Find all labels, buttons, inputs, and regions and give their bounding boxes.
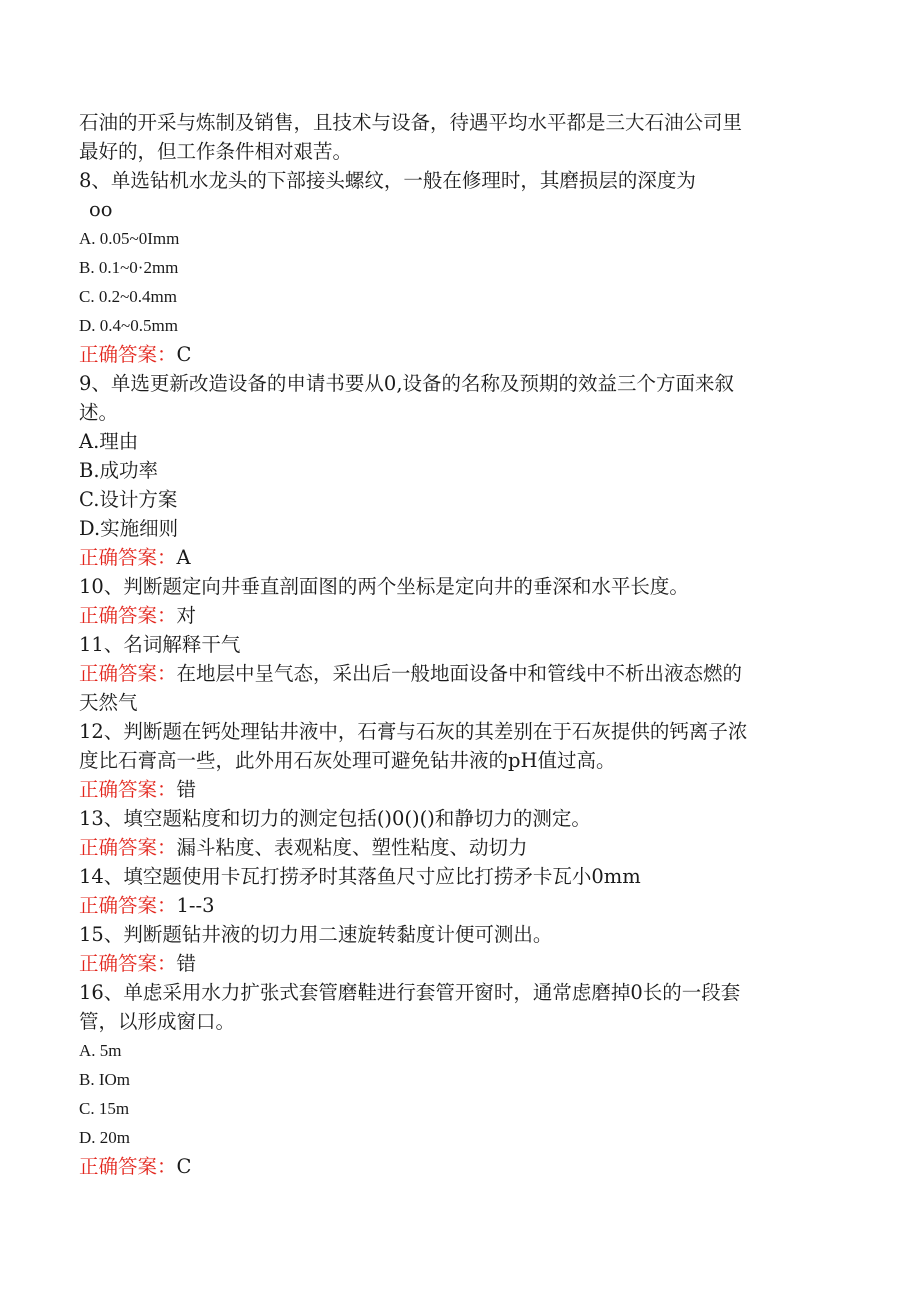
q7-tail-line-1: 石油的开采与炼制及销售，且技术与设备，待遇平均水平都是三大石油公司里 <box>79 111 743 134</box>
q11-answer <box>79 659 839 688</box>
q11-stem: 11、名词解释干气 <box>79 633 241 656</box>
answer-label: 正确答案： <box>79 952 177 975</box>
q16-stem-line-2: 管，以形成窗口。 <box>79 1010 236 1033</box>
answer-label: 正确答案： <box>79 1155 177 1178</box>
q16-stem-line-1: 16、单虑采用水力扩张式套管磨鞋进行套管开窗时，通常虑磨掉0长的一段套 <box>79 981 741 1004</box>
q9-stem-line-2: 述。 <box>79 401 119 424</box>
answer-label: 正确答案： <box>79 836 177 859</box>
q9-answer <box>79 543 839 572</box>
q8-stem-line-1: 8、单选钻机水龙头的下部接头螺纹，一般在修理时，其磨损层的深度为 <box>79 169 696 192</box>
q9-option-d: D.实施细则 <box>79 517 179 540</box>
answer-label: 正确答案： <box>79 778 177 801</box>
q15-answer-value: 错 <box>176 952 197 975</box>
q7-tail-line-2: 最好的，但工作条件相对艰苦。 <box>79 140 353 163</box>
q12-answer <box>79 775 839 804</box>
q13-stem: 13、填空题粘度和切力的测定包括()0()()和静切力的测定。 <box>79 807 591 830</box>
answer-label: 正确答案： <box>79 604 177 627</box>
q12-answer-value: 错 <box>176 778 197 801</box>
q14-stem: 14、填空题使用卡瓦打捞矛时其落鱼尺寸应比打捞矛卡瓦小0mm <box>79 865 641 888</box>
document-page <box>79 108 839 1181</box>
q8-option-c: C. 0.2~0.4mm <box>79 287 177 306</box>
q14-answer <box>79 891 839 920</box>
q8-stem-line-2: oo <box>89 198 113 221</box>
q8-option-d: D. 0.4~0.5mm <box>79 316 178 335</box>
q9-option-c: C.设计方案 <box>79 488 178 511</box>
q10-answer-value: 对 <box>176 604 197 627</box>
q10-stem: 10、判断题定向井垂直剖面图的两个坐标是定向井的垂深和水平长度。 <box>79 575 689 598</box>
answer-label: 正确答案： <box>79 662 177 685</box>
q16-option-a: A. 5m <box>79 1041 122 1060</box>
q9-option-b: B.成功率 <box>79 459 159 482</box>
q8-option-a: A. 0.05~0Imm <box>79 229 180 248</box>
q16-option-c: C. 15m <box>79 1099 130 1118</box>
answer-label: 正确答案： <box>79 546 177 569</box>
q16-option-b: B. IOm <box>79 1070 130 1089</box>
q11-answer-value-line-2: 天然气 <box>79 691 138 714</box>
q16-answer <box>79 1152 839 1181</box>
q12-stem-line-2: 度比石膏高一些，此外用石灰处理可避免钻井液的pH值过高。 <box>79 749 616 772</box>
q12-stem-line-1: 12、判断题在钙处理钻井液中，石膏与石灰的其差别在于石灰提供的钙离子浓 <box>79 720 748 743</box>
q15-stem: 15、判断题钻井液的切力用二速旋转黏度计便可测出。 <box>79 923 553 946</box>
q16-option-d: D. 20m <box>79 1128 130 1147</box>
q9-answer-value: A <box>176 546 191 569</box>
q10-answer <box>79 601 839 630</box>
q9-option-a: A.理由 <box>79 430 139 453</box>
answer-label: 正确答案： <box>79 894 177 917</box>
q8-answer <box>79 340 839 369</box>
q13-answer <box>79 833 839 862</box>
q13-answer-value: 漏斗粘度、表观粘度、塑性粘度、动切力 <box>176 836 528 859</box>
q14-answer-value: 1--3 <box>176 894 215 917</box>
q11-answer-value-line-1: 在地层中呈气态，采出后一般地面设备中和管线中不析出液态燃的 <box>176 662 743 685</box>
q15-answer <box>79 949 839 978</box>
q9-stem-line-1: 9、单选更新改造设备的申请书要从0,设备的名称及预期的效益三个方面来叙 <box>79 372 735 395</box>
answer-label: 正确答案： <box>79 343 177 366</box>
q8-answer-value: C <box>176 343 192 366</box>
q8-option-b: B. 0.1~0·2mm <box>79 258 179 277</box>
q16-answer-value: C <box>176 1155 192 1178</box>
